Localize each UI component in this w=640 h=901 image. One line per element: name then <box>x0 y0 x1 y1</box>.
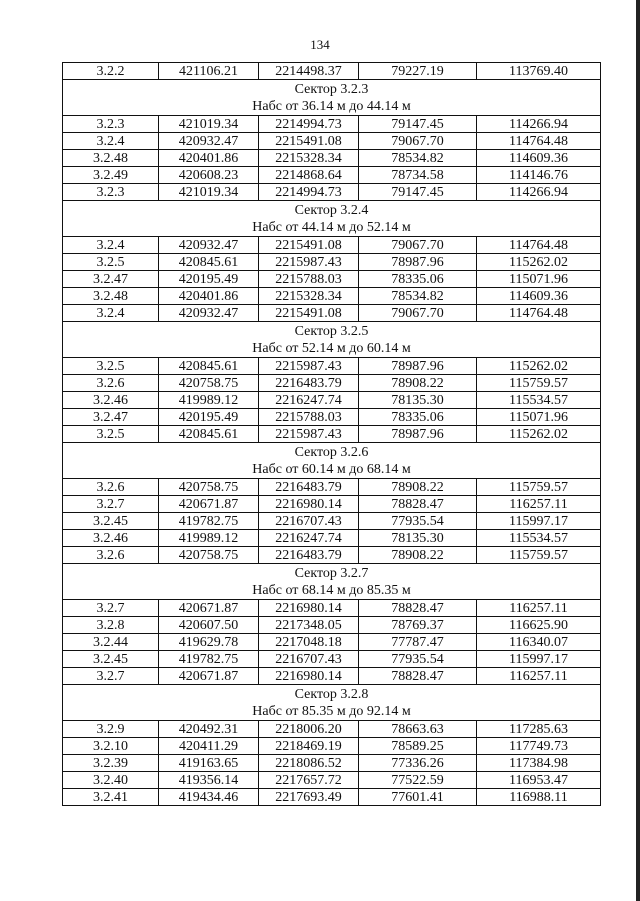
coordinates-table <box>62 62 601 806</box>
table-row <box>63 409 601 426</box>
coord-y-cell: 2217348.05 <box>259 617 359 634</box>
coord-y-cell: 2216483.79 <box>259 479 359 496</box>
section-header <box>63 322 601 358</box>
table-row <box>63 513 601 530</box>
table-row <box>63 547 601 564</box>
coord-x-cell: 420607.50 <box>159 617 259 634</box>
coord-lon-cell: 115534.57 <box>477 530 601 547</box>
coord-x-cell: 421019.34 <box>159 116 259 133</box>
coord-y-cell: 2215788.03 <box>259 409 359 426</box>
coord-x-cell: 420671.87 <box>159 668 259 685</box>
section-header <box>63 443 601 479</box>
coord-lon-cell: 115759.57 <box>477 547 601 564</box>
coord-y-cell: 2217657.72 <box>259 772 359 789</box>
coord-lon-cell: 115759.57 <box>477 479 601 496</box>
coord-lat-cell: 78135.30 <box>359 530 477 547</box>
coord-x-cell: 421106.21 <box>159 63 259 80</box>
coord-x-cell: 420195.49 <box>159 271 259 288</box>
table-row <box>63 254 601 271</box>
coord-lat-cell: 78987.96 <box>359 358 477 375</box>
coord-lon-cell: 115071.96 <box>477 271 601 288</box>
table-row <box>63 375 601 392</box>
coord-x-cell: 419163.65 <box>159 755 259 772</box>
section-subtitle: Набс от 36.14 м до 44.14 м <box>252 98 411 114</box>
coord-y-cell: 2216980.14 <box>259 668 359 685</box>
table-row <box>63 150 601 167</box>
table-row <box>63 755 601 772</box>
coord-x-cell: 420932.47 <box>159 305 259 322</box>
point-cell: 3.2.41 <box>63 789 159 806</box>
point-cell: 3.2.6 <box>63 375 159 392</box>
coord-lon-cell: 115262.02 <box>477 254 601 271</box>
point-cell: 3.2.2 <box>63 63 159 80</box>
coord-y-cell: 2218469.19 <box>259 738 359 755</box>
table-row <box>63 63 601 80</box>
coord-y-cell: 2218006.20 <box>259 721 359 738</box>
point-cell: 3.2.48 <box>63 150 159 167</box>
section-header-row <box>63 201 601 237</box>
point-cell: 3.2.46 <box>63 530 159 547</box>
coord-lon-cell: 114764.48 <box>477 305 601 322</box>
coord-lat-cell: 78828.47 <box>359 668 477 685</box>
coord-x-cell: 420758.75 <box>159 479 259 496</box>
table-row <box>63 358 601 375</box>
point-cell: 3.2.7 <box>63 600 159 617</box>
coord-lon-cell: 115759.57 <box>477 375 601 392</box>
coord-y-cell: 2215987.43 <box>259 426 359 443</box>
section-title: Сектор 3.2.5 <box>294 323 369 339</box>
point-cell: 3.2.47 <box>63 271 159 288</box>
coord-lat-cell: 78534.82 <box>359 288 477 305</box>
coord-lon-cell: 116988.11 <box>477 789 601 806</box>
point-cell: 3.2.5 <box>63 358 159 375</box>
coord-y-cell: 2215491.08 <box>259 237 359 254</box>
coord-lon-cell: 114764.48 <box>477 237 601 254</box>
table-row <box>63 600 601 617</box>
coord-y-cell: 2216247.74 <box>259 530 359 547</box>
coord-lat-cell: 79067.70 <box>359 237 477 254</box>
table-row <box>63 738 601 755</box>
coord-lon-cell: 115997.17 <box>477 513 601 530</box>
table-row <box>63 530 601 547</box>
section-header-row <box>63 443 601 479</box>
point-cell: 3.2.7 <box>63 496 159 513</box>
coord-lat-cell: 78663.63 <box>359 721 477 738</box>
table-row <box>63 617 601 634</box>
table-row <box>63 426 601 443</box>
coord-x-cell: 420932.47 <box>159 237 259 254</box>
coord-x-cell: 419629.78 <box>159 634 259 651</box>
table-row <box>63 305 601 322</box>
coord-y-cell: 2214868.64 <box>259 167 359 184</box>
coord-lat-cell: 77935.54 <box>359 651 477 668</box>
coord-lon-cell: 117384.98 <box>477 755 601 772</box>
point-cell: 3.2.44 <box>63 634 159 651</box>
table-row <box>63 789 601 806</box>
point-cell: 3.2.5 <box>63 254 159 271</box>
table-row <box>63 167 601 184</box>
point-cell: 3.2.7 <box>63 668 159 685</box>
coord-y-cell: 2216980.14 <box>259 496 359 513</box>
table-row <box>63 479 601 496</box>
coord-lon-cell: 117749.73 <box>477 738 601 755</box>
table-row <box>63 721 601 738</box>
coord-lat-cell: 78335.06 <box>359 409 477 426</box>
coord-y-cell: 2215328.34 <box>259 288 359 305</box>
coord-x-cell: 420401.86 <box>159 288 259 305</box>
coord-x-cell: 419782.75 <box>159 513 259 530</box>
table-row <box>63 184 601 201</box>
table-row <box>63 634 601 651</box>
section-header-row <box>63 322 601 358</box>
point-cell: 3.2.4 <box>63 305 159 322</box>
coord-y-cell: 2216707.43 <box>259 513 359 530</box>
section-header <box>63 685 601 721</box>
coord-x-cell: 420608.23 <box>159 167 259 184</box>
point-cell: 3.2.4 <box>63 237 159 254</box>
coord-lon-cell: 114266.94 <box>477 184 601 201</box>
section-header-row <box>63 564 601 600</box>
coord-y-cell: 2215987.43 <box>259 254 359 271</box>
coord-lat-cell: 78335.06 <box>359 271 477 288</box>
coord-lat-cell: 78987.96 <box>359 254 477 271</box>
coord-x-cell: 420671.87 <box>159 600 259 617</box>
coord-y-cell: 2214994.73 <box>259 184 359 201</box>
coord-x-cell: 420492.31 <box>159 721 259 738</box>
section-subtitle: Набс от 52.14 м до 60.14 м <box>252 340 411 356</box>
point-cell: 3.2.47 <box>63 409 159 426</box>
coord-x-cell: 419989.12 <box>159 530 259 547</box>
coord-y-cell: 2215491.08 <box>259 305 359 322</box>
section-header-row <box>63 80 601 116</box>
coord-y-cell: 2215491.08 <box>259 133 359 150</box>
coord-x-cell: 419434.46 <box>159 789 259 806</box>
coord-lat-cell: 77935.54 <box>359 513 477 530</box>
coord-lon-cell: 114609.36 <box>477 288 601 305</box>
point-cell: 3.2.3 <box>63 116 159 133</box>
point-cell: 3.2.3 <box>63 184 159 201</box>
section-header <box>63 80 601 116</box>
table-row <box>63 237 601 254</box>
scan-edge <box>636 0 640 901</box>
coord-lon-cell: 114609.36 <box>477 150 601 167</box>
coord-x-cell: 420195.49 <box>159 409 259 426</box>
coord-lat-cell: 77601.41 <box>359 789 477 806</box>
coord-lat-cell: 78828.47 <box>359 600 477 617</box>
coord-x-cell: 419782.75 <box>159 651 259 668</box>
coord-lat-cell: 78908.22 <box>359 547 477 564</box>
coord-y-cell: 2218086.52 <box>259 755 359 772</box>
coord-lon-cell: 115262.02 <box>477 358 601 375</box>
point-cell: 3.2.49 <box>63 167 159 184</box>
coord-y-cell: 2216707.43 <box>259 651 359 668</box>
coord-y-cell: 2216980.14 <box>259 600 359 617</box>
table-row <box>63 772 601 789</box>
coord-lat-cell: 77522.59 <box>359 772 477 789</box>
section-header-row <box>63 685 601 721</box>
coord-y-cell: 2214994.73 <box>259 116 359 133</box>
coord-y-cell: 2217693.49 <box>259 789 359 806</box>
coord-lon-cell: 114146.76 <box>477 167 601 184</box>
coord-lon-cell: 116953.47 <box>477 772 601 789</box>
table-row <box>63 651 601 668</box>
coord-lon-cell: 116257.11 <box>477 600 601 617</box>
point-cell: 3.2.45 <box>63 651 159 668</box>
table-row <box>63 116 601 133</box>
coord-lon-cell: 116625.90 <box>477 617 601 634</box>
coord-y-cell: 2215987.43 <box>259 358 359 375</box>
coord-lat-cell: 78828.47 <box>359 496 477 513</box>
coord-x-cell: 420401.86 <box>159 150 259 167</box>
coord-lat-cell: 78987.96 <box>359 426 477 443</box>
coord-x-cell: 420758.75 <box>159 375 259 392</box>
point-cell: 3.2.40 <box>63 772 159 789</box>
coord-lat-cell: 79227.19 <box>359 63 477 80</box>
table-row <box>63 668 601 685</box>
section-title: Сектор 3.2.8 <box>294 686 369 702</box>
point-cell: 3.2.6 <box>63 547 159 564</box>
point-cell: 3.2.39 <box>63 755 159 772</box>
coord-lon-cell: 114266.94 <box>477 116 601 133</box>
coord-lat-cell: 78589.25 <box>359 738 477 755</box>
coord-y-cell: 2217048.18 <box>259 634 359 651</box>
coord-x-cell: 420758.75 <box>159 547 259 564</box>
table-row <box>63 496 601 513</box>
section-header <box>63 564 601 600</box>
coord-x-cell: 420932.47 <box>159 133 259 150</box>
table-row <box>63 392 601 409</box>
point-cell: 3.2.5 <box>63 426 159 443</box>
coord-lat-cell: 79147.45 <box>359 184 477 201</box>
coord-y-cell: 2215328.34 <box>259 150 359 167</box>
coord-lat-cell: 78734.58 <box>359 167 477 184</box>
coord-x-cell: 420845.61 <box>159 358 259 375</box>
section-subtitle: Набс от 85.35 м до 92.14 м <box>252 703 411 719</box>
coord-lat-cell: 78908.22 <box>359 375 477 392</box>
section-subtitle: Набс от 44.14 м до 52.14 м <box>252 219 411 235</box>
point-cell: 3.2.9 <box>63 721 159 738</box>
coord-x-cell: 419356.14 <box>159 772 259 789</box>
section-title: Сектор 3.2.4 <box>294 202 369 218</box>
table-row <box>63 133 601 150</box>
coord-x-cell: 419989.12 <box>159 392 259 409</box>
coord-x-cell: 420845.61 <box>159 254 259 271</box>
coord-lat-cell: 79067.70 <box>359 305 477 322</box>
coord-lon-cell: 113769.40 <box>477 63 601 80</box>
section-title: Сектор 3.2.3 <box>294 81 369 97</box>
coord-y-cell: 2216247.74 <box>259 392 359 409</box>
coord-lat-cell: 79067.70 <box>359 133 477 150</box>
coord-y-cell: 2216483.79 <box>259 547 359 564</box>
coord-lat-cell: 77336.26 <box>359 755 477 772</box>
section-subtitle: Набс от 68.14 м до 85.35 м <box>252 582 411 598</box>
point-cell: 3.2.10 <box>63 738 159 755</box>
coord-lat-cell: 78534.82 <box>359 150 477 167</box>
coord-x-cell: 420411.29 <box>159 738 259 755</box>
coord-y-cell: 2215788.03 <box>259 271 359 288</box>
coord-lon-cell: 114764.48 <box>477 133 601 150</box>
coord-lat-cell: 78908.22 <box>359 479 477 496</box>
coord-lat-cell: 78769.37 <box>359 617 477 634</box>
point-cell: 3.2.4 <box>63 133 159 150</box>
section-subtitle: Набс от 60.14 м до 68.14 м <box>252 461 411 477</box>
coord-x-cell: 420845.61 <box>159 426 259 443</box>
section-title: Сектор 3.2.7 <box>294 565 369 581</box>
coordinates-table-body <box>63 63 601 806</box>
point-cell: 3.2.6 <box>63 479 159 496</box>
coord-lon-cell: 116257.11 <box>477 668 601 685</box>
section-header <box>63 201 601 237</box>
coord-x-cell: 421019.34 <box>159 184 259 201</box>
coord-lon-cell: 115262.02 <box>477 426 601 443</box>
table-row <box>63 271 601 288</box>
coord-lon-cell: 117285.63 <box>477 721 601 738</box>
page-number: 134 <box>310 37 330 52</box>
point-cell: 3.2.46 <box>63 392 159 409</box>
coord-lat-cell: 77787.47 <box>359 634 477 651</box>
point-cell: 3.2.48 <box>63 288 159 305</box>
coord-lon-cell: 115071.96 <box>477 409 601 426</box>
coord-y-cell: 2214498.37 <box>259 63 359 80</box>
coord-lon-cell: 115534.57 <box>477 392 601 409</box>
coord-lat-cell: 79147.45 <box>359 116 477 133</box>
coord-lon-cell: 116340.07 <box>477 634 601 651</box>
coord-lon-cell: 115997.17 <box>477 651 601 668</box>
coord-lat-cell: 78135.30 <box>359 392 477 409</box>
coord-x-cell: 420671.87 <box>159 496 259 513</box>
section-title: Сектор 3.2.6 <box>294 444 369 460</box>
point-cell: 3.2.45 <box>63 513 159 530</box>
coord-lon-cell: 116257.11 <box>477 496 601 513</box>
table-row <box>63 288 601 305</box>
point-cell: 3.2.8 <box>63 617 159 634</box>
coord-y-cell: 2216483.79 <box>259 375 359 392</box>
